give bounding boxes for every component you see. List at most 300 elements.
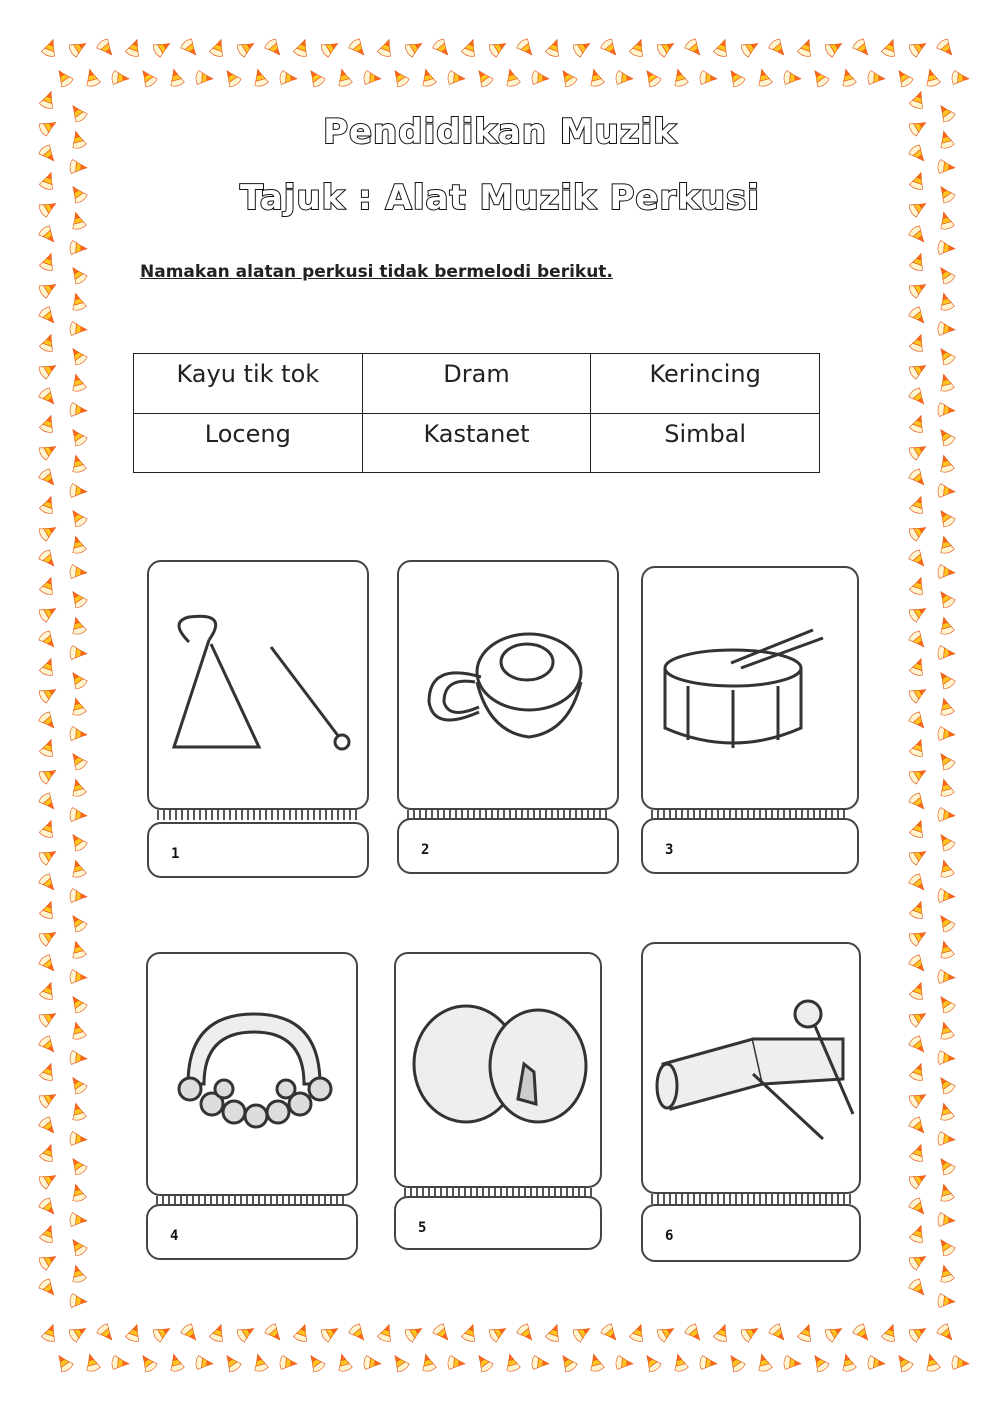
candy-corn-icon: [41, 37, 60, 58]
candy-corn-icon: [937, 696, 955, 716]
candy-corn-icon: [447, 1355, 465, 1370]
candy-corn-icon: [572, 1322, 594, 1343]
candy-corn-icon: [37, 953, 59, 975]
candy-corn-icon: [488, 37, 510, 58]
word-bank-cell: Kayu tik tok: [134, 354, 363, 414]
candy-corn-icon: [69, 939, 87, 959]
candy-corn-icon: [38, 1169, 60, 1190]
candy-corn-icon: [67, 1236, 88, 1258]
candy-corn-icon: [783, 1355, 801, 1370]
candy-corn-icon: [629, 1322, 648, 1343]
candy-corn-icon: [935, 264, 956, 286]
candy-corn-icon: [69, 1182, 87, 1202]
candy-corn-icon: [251, 1352, 269, 1372]
candy-corn-icon: [907, 791, 929, 813]
candy-corn-icon: [671, 1352, 689, 1372]
candy-corn-icon: [937, 1263, 955, 1283]
candy-corn-icon: [839, 1352, 857, 1372]
candy-corn-icon: [37, 305, 59, 327]
candy-corn-icon: [935, 1236, 956, 1258]
candy-corn-icon: [907, 224, 929, 246]
card-number: 4: [170, 1228, 179, 1244]
candy-corn-icon: [937, 969, 955, 984]
candy-corn-icon: [305, 1352, 326, 1374]
candy-corn-icon: [37, 872, 59, 894]
candy-corn-icon: [67, 912, 88, 934]
candy-corn-icon: [69, 402, 87, 417]
candy-corn-icon: [335, 67, 353, 87]
candy-corn-icon: [125, 1322, 144, 1343]
candy-corn-icon: [67, 345, 88, 367]
candy-corn-icon: [937, 1050, 955, 1065]
candy-corn-icon: [557, 67, 578, 89]
candy-corn-icon: [37, 1115, 59, 1137]
candy-corn-icon: [908, 1322, 930, 1343]
candy-corn-icon: [179, 1322, 201, 1344]
candy-corn-icon: [767, 1322, 789, 1344]
candy-corn-icon: [683, 37, 705, 59]
card-number: 3: [665, 842, 674, 858]
candy-corn-icon: [293, 1322, 312, 1343]
candy-corn-icon: [279, 1355, 297, 1370]
card-number: 6: [665, 1228, 674, 1244]
candy-corn-icon: [195, 70, 213, 85]
candy-corn-icon: [38, 602, 60, 623]
candy-corn-icon: [629, 37, 648, 58]
candy-corn-icon: [69, 696, 87, 716]
candy-corn-icon: [937, 1101, 955, 1121]
candy-corn-icon: [404, 1322, 426, 1343]
candy-corn-icon: [69, 1263, 87, 1283]
candy-corn-icon: [263, 1322, 285, 1344]
candy-corn-icon: [851, 37, 873, 59]
candy-corn-icon: [67, 507, 88, 529]
word-bank-row: [134, 413, 820, 473]
word-bank-cell: Kerincing: [591, 354, 820, 414]
jingle-bells-icon: [148, 954, 360, 1198]
candy-corn-icon: [908, 1007, 930, 1028]
answer-box[interactable]: [641, 818, 859, 874]
candy-corn-icon: [767, 37, 789, 59]
candy-corn-icon: [503, 67, 521, 87]
candy-corn-icon: [39, 656, 58, 677]
instrument-picture: [641, 942, 861, 1194]
candy-corn-icon: [725, 67, 746, 89]
candy-corn-icon: [67, 264, 88, 286]
answer-box[interactable]: [641, 1204, 861, 1262]
candy-corn-icon: [755, 67, 773, 87]
candy-corn-icon: [69, 321, 87, 336]
candy-corn-icon: [907, 872, 929, 894]
instrument-picture: [394, 952, 602, 1188]
candy-corn-icon: [909, 251, 928, 272]
candy-corn-icon: [515, 1322, 537, 1344]
candy-corn-icon: [935, 345, 956, 367]
card-number: 1: [171, 846, 180, 862]
word-bank-cell: Dram: [362, 354, 591, 414]
candy-corn-icon: [38, 764, 60, 785]
candy-corn-icon: [67, 426, 88, 448]
candy-corn-icon: [195, 1355, 213, 1370]
candy-corn-icon: [263, 37, 285, 59]
candy-corn-icon: [69, 291, 87, 311]
candy-corn-icon: [923, 1352, 941, 1372]
candy-corn-icon: [908, 1088, 930, 1109]
candy-corn-icon: [699, 70, 717, 85]
candy-corn-icon: [641, 1352, 662, 1374]
candy-corn-icon: [656, 1322, 678, 1343]
candy-corn-icon: [69, 777, 87, 797]
candy-corn-icon: [937, 1182, 955, 1202]
instrument-picture: [147, 560, 369, 810]
candy-corn-icon: [908, 1169, 930, 1190]
candy-corn-icon: [69, 372, 87, 392]
candy-corn-icon: [461, 37, 480, 58]
candy-corn-icon: [39, 332, 58, 353]
candy-corn-icon: [83, 1352, 101, 1372]
candy-corn-icon: [935, 750, 956, 772]
candy-corn-icon: [69, 726, 87, 741]
candy-corn-icon: [867, 1355, 885, 1370]
candy-corn-icon: [935, 993, 956, 1015]
candy-corn-icon: [937, 291, 955, 311]
candy-corn-icon: [404, 37, 426, 58]
candy-corn-icon: [221, 1352, 242, 1374]
candy-corn-icon: [95, 1322, 117, 1344]
candy-corn-icon: [39, 413, 58, 434]
candy-corn-icon: [236, 37, 258, 58]
candy-corn-icon: [851, 1322, 873, 1344]
candy-corn-icon: [377, 1322, 396, 1343]
candy-corn-icon: [935, 912, 956, 934]
instrument-card-1: [147, 560, 369, 878]
candy-corn-icon: [69, 1101, 87, 1121]
card-number: 2: [421, 842, 430, 858]
candy-corn-icon: [38, 440, 60, 461]
candy-corn-icon: [908, 845, 930, 866]
candy-corn-icon: [461, 1322, 480, 1343]
candy-corn-icon: [937, 453, 955, 473]
candy-corn-icon: [809, 1352, 830, 1374]
candy-corn-icon: [907, 467, 929, 489]
candy-corn-icon: [39, 575, 58, 596]
answer-box[interactable]: [394, 1196, 602, 1250]
candy-corn-icon: [683, 1322, 705, 1344]
candy-corn-icon: [38, 1088, 60, 1109]
candy-corn-icon: [279, 70, 297, 85]
instrument-card-2: [397, 560, 619, 878]
candy-corn-icon: [587, 1352, 605, 1372]
triangle-icon: [149, 562, 371, 812]
candy-corn-icon: [38, 1250, 60, 1271]
candy-corn-icon: [881, 1322, 900, 1343]
word-bank-cell: Kastanet: [362, 413, 591, 473]
candy-corn-icon: [125, 37, 144, 58]
candy-corn-icon: [907, 1196, 929, 1218]
candy-corn-icon: [152, 37, 174, 58]
candy-corn-icon: [37, 1034, 59, 1056]
candy-corn-icon: [37, 1277, 59, 1299]
candy-corn-icon: [179, 37, 201, 59]
candy-corn-icon: [713, 37, 732, 58]
candy-corn-icon: [39, 737, 58, 758]
candy-corn-icon: [909, 980, 928, 1001]
candy-corn-icon: [656, 37, 678, 58]
candy-corn-icon: [615, 70, 633, 85]
candy-corn-icon: [909, 89, 928, 110]
candy-corn-icon: [69, 969, 87, 984]
candy-corn-icon: [209, 37, 228, 58]
candy-corn-icon: [347, 37, 369, 59]
candy-corn-icon: [937, 726, 955, 741]
candy-corn-icon: [951, 1355, 969, 1370]
candy-corn-icon: [39, 251, 58, 272]
candy-corn-icon: [38, 683, 60, 704]
candy-corn-icon: [209, 1322, 228, 1343]
candy-corn-icon: [797, 1322, 816, 1343]
instrument-card-6: [641, 942, 861, 1264]
candy-corn-icon: [69, 1131, 87, 1146]
candy-corn-icon: [111, 1355, 129, 1370]
candy-corn-icon: [37, 629, 59, 651]
candy-corn-icon: [937, 372, 955, 392]
candy-corn-icon: [937, 402, 955, 417]
candy-corn-icon: [347, 1322, 369, 1344]
candy-corn-icon: [909, 1061, 928, 1082]
candy-corn-icon: [69, 534, 87, 554]
candy-corn-icon: [69, 615, 87, 635]
candy-corn-icon: [68, 1322, 90, 1343]
candy-corn-icon: [37, 710, 59, 732]
ring-binding: [157, 810, 359, 820]
candy-corn-icon: [909, 1223, 928, 1244]
candy-corn-icon: [839, 67, 857, 87]
candy-corn-icon: [937, 159, 955, 174]
candy-corn-icon: [111, 70, 129, 85]
cymbals-icon: [396, 954, 604, 1190]
candy-corn-icon: [824, 1322, 846, 1343]
candy-corn-icon: [69, 1212, 87, 1227]
candy-corn-icon: [377, 37, 396, 58]
candy-corn-icon: [797, 37, 816, 58]
word-bank-table: [133, 353, 820, 473]
candy-corn-icon: [937, 645, 955, 660]
candy-corn-icon: [335, 1352, 353, 1372]
candy-corn-icon: [557, 1352, 578, 1374]
candy-corn-icon: [907, 710, 929, 732]
candy-corn-icon: [908, 764, 930, 785]
candy-corn-icon: [69, 564, 87, 579]
candy-corn-icon: [699, 1355, 717, 1370]
instrument-picture: [641, 566, 859, 810]
candy-corn-icon: [599, 1322, 621, 1344]
candy-corn-icon: [69, 807, 87, 822]
candy-corn-icon: [740, 1322, 762, 1343]
candy-corn-icon: [389, 1352, 410, 1374]
candy-corn-icon: [37, 1196, 59, 1218]
candy-corn-icon: [937, 615, 955, 635]
candy-corn-icon: [389, 67, 410, 89]
candy-corn-icon: [713, 1322, 732, 1343]
candy-corn-icon: [37, 386, 59, 408]
candy-corn-icon: [488, 1322, 510, 1343]
candy-corn-icon: [935, 37, 957, 59]
candy-corn-icon: [907, 629, 929, 651]
instrument-picture: [397, 560, 619, 810]
candy-corn-icon: [881, 37, 900, 58]
candy-corn-icon: [419, 1352, 437, 1372]
candy-corn-icon: [937, 1020, 955, 1040]
candy-corn-icon: [907, 386, 929, 408]
answer-box[interactable]: [146, 1204, 358, 1260]
candy-corn-icon: [39, 1223, 58, 1244]
candy-corn-icon: [69, 483, 87, 498]
ring-binding: [651, 1194, 851, 1204]
candy-corn-icon: [937, 483, 955, 498]
candy-corn-icon: [53, 1352, 74, 1374]
candy-corn-icon: [935, 831, 956, 853]
candy-corn-icon: [893, 67, 914, 89]
candy-corn-icon: [937, 564, 955, 579]
candy-corn-icon: [431, 1322, 453, 1344]
candy-corn-icon: [907, 1277, 929, 1299]
candy-corn-icon: [531, 1355, 549, 1370]
candy-corn-icon: [67, 750, 88, 772]
candy-corn-icon: [908, 278, 930, 299]
candy-corn-icon: [572, 37, 594, 58]
candy-corn-icon: [935, 588, 956, 610]
instrument-card-3: [641, 566, 859, 878]
candy-corn-icon: [38, 521, 60, 542]
candy-corn-icon: [37, 791, 59, 813]
candy-corn-icon: [293, 37, 312, 58]
instrument-card-5: [394, 952, 602, 1250]
candy-corn-icon: [545, 37, 564, 58]
candy-corn-icon: [236, 1322, 258, 1343]
candy-corn-icon: [867, 70, 885, 85]
candy-corn-icon: [909, 899, 928, 920]
candy-corn-icon: [937, 888, 955, 903]
candy-corn-icon: [53, 67, 74, 89]
candy-corn-icon: [37, 467, 59, 489]
word-bank-row: [134, 354, 820, 414]
candy-corn-icon: [937, 1293, 955, 1308]
candy-corn-icon: [937, 1212, 955, 1227]
candy-corn-icon: [67, 588, 88, 610]
candy-corn-icon: [907, 953, 929, 975]
candy-corn-icon: [909, 413, 928, 434]
candy-corn-icon: [69, 453, 87, 473]
candy-corn-icon: [39, 1142, 58, 1163]
candy-corn-icon: [305, 67, 326, 89]
candy-corn-icon: [447, 70, 465, 85]
candy-corn-icon: [909, 656, 928, 677]
candy-corn-icon: [69, 858, 87, 878]
candy-corn-icon: [69, 1293, 87, 1308]
candy-corn-icon: [908, 440, 930, 461]
candy-corn-icon: [725, 1352, 746, 1374]
candy-corn-icon: [67, 1155, 88, 1177]
candy-corn-icon: [39, 818, 58, 839]
candy-corn-icon: [908, 1250, 930, 1271]
candy-corn-icon: [908, 602, 930, 623]
candy-corn-icon: [41, 1322, 60, 1343]
candy-corn-icon: [39, 494, 58, 515]
candy-corn-icon: [67, 993, 88, 1015]
candy-corn-icon: [908, 37, 930, 58]
candy-corn-icon: [951, 70, 969, 85]
word-bank-cell: Loceng: [134, 413, 363, 473]
candy-corn-icon: [167, 67, 185, 87]
candy-corn-icon: [908, 359, 930, 380]
candy-corn-icon: [641, 67, 662, 89]
page-subtitle: Tajuk : Alat Muzik Perkusi: [240, 178, 760, 218]
candy-corn-icon: [908, 926, 930, 947]
candy-corn-icon: [935, 669, 956, 691]
word-bank-cell: Simbal: [591, 413, 820, 473]
candy-corn-icon: [937, 939, 955, 959]
candy-corn-icon: [937, 240, 955, 255]
candy-corn-icon: [937, 321, 955, 336]
candy-corn-icon: [69, 240, 87, 255]
candy-corn-icon: [69, 645, 87, 660]
candy-corn-icon: [893, 1352, 914, 1374]
candy-corn-icon: [937, 858, 955, 878]
candy-corn-icon: [587, 67, 605, 87]
candy-corn-icon: [39, 899, 58, 920]
candy-corn-icon: [67, 1074, 88, 1096]
candy-corn-icon: [755, 1352, 773, 1372]
candy-corn-icon: [599, 37, 621, 59]
candy-corn-icon: [152, 1322, 174, 1343]
candy-corn-icon: [909, 818, 928, 839]
answer-box[interactable]: [147, 822, 369, 878]
candy-corn-icon: [907, 305, 929, 327]
candy-corn-icon: [935, 1155, 956, 1177]
candy-corn-icon: [69, 159, 87, 174]
candy-corn-icon: [69, 1020, 87, 1040]
instruction-text: Namakan alatan perkusi tidak bermelodi berikut.: [140, 262, 613, 282]
candy-corn-icon: [221, 67, 242, 89]
candy-corn-icon: [38, 359, 60, 380]
candy-corn-icon: [740, 37, 762, 58]
page-title: Pendidikan Muzik: [323, 112, 677, 152]
candy-corn-icon: [923, 67, 941, 87]
candy-corn-icon: [38, 845, 60, 866]
candy-corn-icon: [37, 548, 59, 570]
candy-corn-icon: [515, 37, 537, 59]
candy-corn-icon: [783, 70, 801, 85]
candy-corn-icon: [937, 777, 955, 797]
candy-corn-icon: [39, 980, 58, 1001]
candy-corn-icon: [909, 332, 928, 353]
candy-corn-icon: [363, 1355, 381, 1370]
candy-corn-icon: [937, 807, 955, 822]
candy-corn-icon: [38, 278, 60, 299]
candy-corn-icon: [83, 67, 101, 87]
instrument-picture: [146, 952, 358, 1196]
candy-corn-icon: [908, 521, 930, 542]
candy-corn-icon: [935, 1074, 956, 1096]
instrument-card-4: [146, 952, 358, 1264]
answer-box[interactable]: [397, 818, 619, 874]
card-number: 5: [418, 1220, 427, 1236]
candy-corn-icon: [39, 1061, 58, 1082]
candy-corn-icon: [69, 1050, 87, 1065]
candy-corn-icon: [909, 737, 928, 758]
candy-corn-icon: [473, 1352, 494, 1374]
candy-corn-icon: [824, 37, 846, 58]
